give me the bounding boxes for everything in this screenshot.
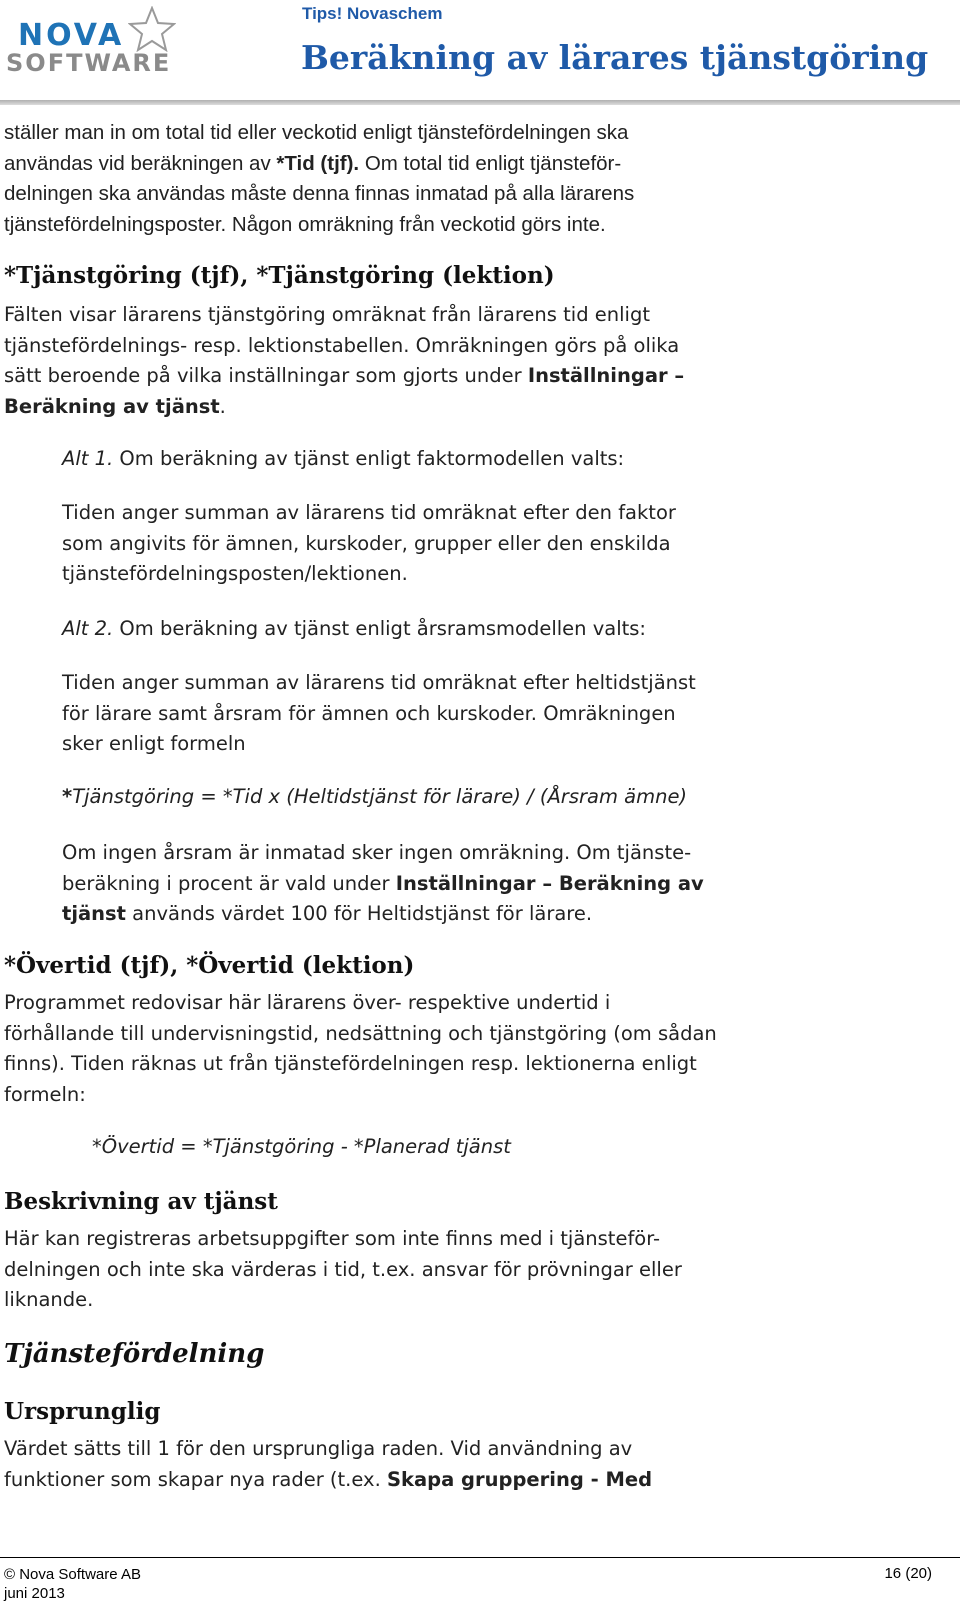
text-line: liknande. — [4, 1288, 94, 1311]
text-line: Om ingen årsram är inmatad sker ingen omräkning. Om tjänste- — [62, 841, 692, 864]
nova-software-logo — [6, 2, 196, 82]
intro-line: användas vid beräkningen av *Tid (tjf). Om total tid enligt tjänsteför- — [4, 151, 622, 175]
text-line: Beräkning av tjänst. — [4, 394, 226, 418]
text-line: förhållande till undervisningstid, nedsättning och tjänstgöring (om sådan — [4, 1021, 717, 1045]
alt2-description — [62, 668, 696, 760]
text-line: formeln: — [4, 1082, 86, 1106]
text-line: tjänstefördelningsposten/lektionen. — [62, 562, 408, 585]
text-line: tjänstefördelnings- resp. lektionstabellen. Omräkningen görs på olika — [4, 333, 680, 357]
footer-info — [4, 1565, 141, 1603]
logo-text-top: NOVA — [18, 18, 125, 53]
arsram-note — [62, 838, 704, 930]
ursprunglig-paragraph — [4, 1434, 652, 1495]
intro-line: ställer man in om total tid eller veckotid enligt tjänstefördelningen ska — [4, 121, 629, 144]
text-line: Här kan registreras arbetsuppgifter som inte finns med i tjänsteför- — [4, 1227, 661, 1250]
section-heading-beskrivning: Beskrivning av tjänst — [4, 1188, 278, 1215]
text-line: som angivits för ämnen, kurskoder, grupper eller den enskilda — [62, 531, 671, 555]
text-line: för lärare samt årsram för ämnen och kurskoder. Omräkningen — [62, 701, 676, 725]
text-line: Programmet redovisar här lärarens över- respektive undertid i — [4, 991, 611, 1014]
footer-copyright: © Nova Software AB — [4, 1566, 141, 1583]
text-line: funktioner som skapar nya rader (t.ex. Skapa gruppering - Med — [4, 1467, 653, 1491]
section-heading-tjanstefordelning: Tjänstefördelning — [4, 1339, 265, 1369]
section-heading-ursprunglig: Ursprunglig — [4, 1398, 161, 1425]
section-heading-overtid: *Övertid (tjf), *Övertid (lektion) — [4, 952, 415, 979]
page-title: Beräkning av lärares tjänstgöring — [301, 38, 929, 77]
text-line: Tiden anger summan av lärarens tid omräknat efter den faktor — [62, 501, 676, 524]
text-line: beräkning i procent är vald under Inställningar – Beräkning av — [62, 871, 704, 895]
section-heading-tjanstgoring: *Tjänstgöring (tjf), *Tjänstgöring (lektion) — [4, 262, 555, 289]
text-line: Värdet sätts till 1 för den ursprungliga raden. Vid användning av — [4, 1437, 633, 1460]
tjanstgoring-formula: *Tjänstgöring = *Tid x (Heltidstjänst för lärare) / (Årsram ämne) — [62, 785, 688, 808]
text-line: finns). Tiden räknas ut från tjänstefördelningen resp. lektionerna enligt — [4, 1052, 697, 1075]
overtid-formula: *Övertid = *Tjänstgöring - *Planerad tjänst — [92, 1135, 511, 1158]
logo-text-bottom: SOFTWARE — [6, 49, 172, 77]
tjanstgoring-paragraph — [4, 300, 684, 422]
text-line: sätt beroende på vilka inställningar som gjorts under Inställningar – — [4, 364, 685, 387]
footer-divider — [0, 1557, 960, 1558]
overtid-paragraph — [4, 988, 717, 1110]
star-icon — [128, 6, 176, 52]
header-divider — [0, 100, 960, 105]
alt1-description — [62, 498, 676, 590]
footer-date: juni 2013 — [4, 1585, 65, 1602]
text-line: Tiden anger summan av lärarens tid omräknat efter heltidstjänst — [62, 671, 696, 694]
page-number: 16 (20) — [884, 1565, 932, 1582]
text-line: tjänst används värdet 100 för Heltidstjänst för lärare. — [62, 902, 593, 925]
intro-paragraph — [4, 118, 634, 240]
beskrivning-paragraph — [4, 1224, 682, 1316]
intro-line: delningen ska användas måste denna finnas inmatad på alla lärarens — [4, 182, 635, 205]
text-line: sker enligt formeln — [62, 732, 246, 755]
header-tag: Tips! Novaschem — [302, 4, 443, 23]
text-line: Fälten visar lärarens tjänstgöring omräknat från lärarens tid enligt — [4, 303, 650, 326]
text-line: delningen och inte ska värderas i tid, t.ex. ansvar för prövningar eller — [4, 1257, 682, 1281]
intro-line: tjänstefördelningsposter. Någon omräkning från veckotid görs inte. — [4, 212, 606, 236]
alt1-line: Alt 1. Om beräkning av tjänst enligt faktormodellen valts: — [62, 447, 625, 470]
alt2-line: Alt 2. Om beräkning av tjänst enligt årsramsmodellen valts: — [62, 617, 647, 640]
